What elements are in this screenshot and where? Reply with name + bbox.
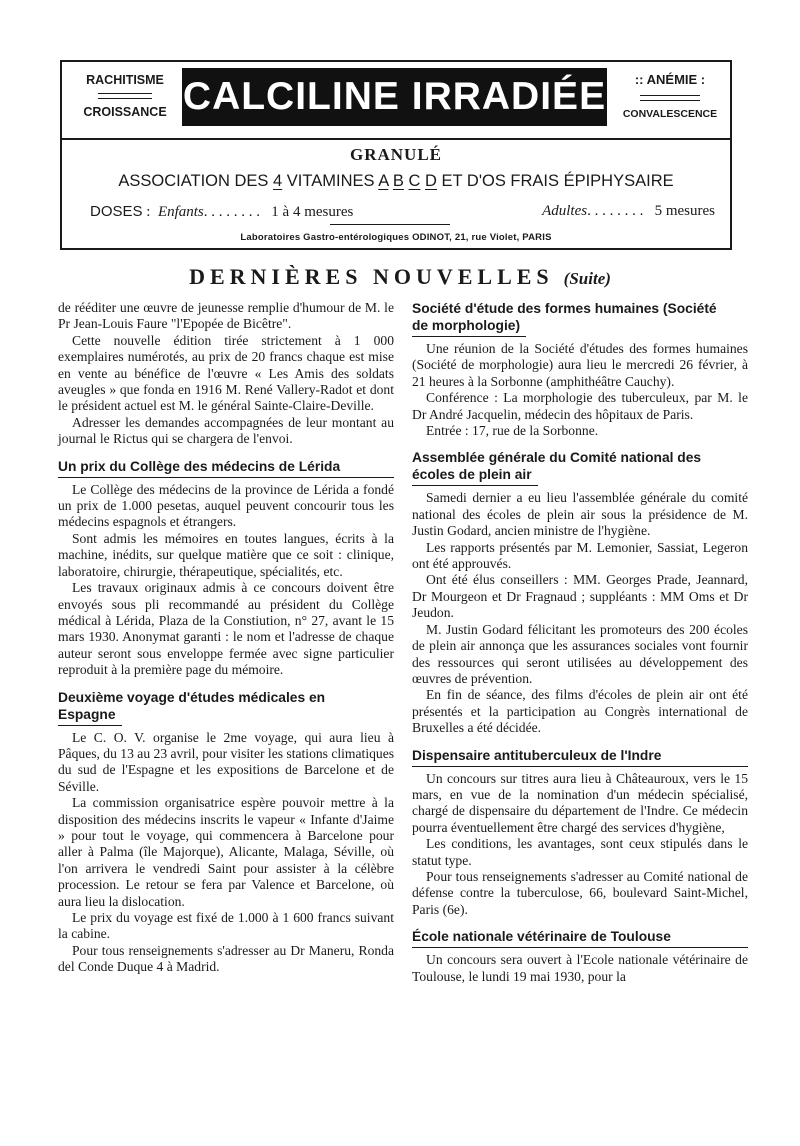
ad-doses-adultes: Adultes xyxy=(542,203,588,219)
continued-article xyxy=(58,300,394,448)
paragraph: Une réunion de la Société d'études des formes humaines (Société de morphologie) aura lieu le mercredi 26 février, à 21 heures à la Sorbonne (amphithéâtre Cauchy). xyxy=(412,341,748,389)
ad-label-croissance: CROISSANCE xyxy=(83,105,167,119)
article-toulouse xyxy=(412,928,748,985)
ad-association-line xyxy=(62,172,730,191)
ad-label-rachitisme: RACHITISME xyxy=(86,73,164,87)
paragraph: Conférence : La morphologie des tuberculeux, par M. le Dr André Jacquelin, médecin des hôpitaux de Paris. xyxy=(412,390,748,422)
ad-product-title: CALCILINE IRRADIÉE xyxy=(182,68,607,126)
paragraph: Les rapports présentés par M. Lemonier, Sassiat, Legeron ont été approuvés. xyxy=(412,539,748,572)
paragraph: Le Collège des médecins de la province de Lérida a fondé un prix de 1.000 pesetas, auquel peuvent concourir tous les médecins espagnols et étrangers. xyxy=(58,481,394,530)
paragraph: Un concours sera ouvert à l'Ecole nationale vétérinaire de Toulouse, le lundi 19 mai 1930, pour la xyxy=(412,952,748,984)
paragraph: de rééditer une œuvre de jeunesse remplie d'humour de M. le Pr Jean-Louis Faure "l'Epopée de Bicêtre". xyxy=(58,300,394,332)
ad-laboratory-address: Laboratoires Gastro-entérologiques ODINOT, 21, rue Violet, PARIS xyxy=(240,232,552,243)
article-heading: Un prix du Collège des médecins de Lérida xyxy=(58,458,394,478)
ad-vitamin-d: D xyxy=(425,172,437,190)
paragraph: Un concours sur titres aura lieu à Châteauroux, vers le 15 mars, en vue de la nomination d'un médecin spécialisé, chargé de dispensaire du département de l'Indre. Ce médecin pourra éventuellement être chargé des services d'hygiène, xyxy=(412,770,748,835)
paragraph: Adresser les demandes accompagnées de leur montant au journal le Rictus qui se chargera de l'envoi. xyxy=(58,414,394,447)
paragraph: Pour tous renseignements s'adresser au Comité national de défense contre la tuberculose, 66, boulevard Saint-Michel, Paris (6e). xyxy=(412,868,748,917)
article-heading-line2: écoles de plein air xyxy=(412,466,538,486)
page-title-suite: (Suite) xyxy=(563,269,611,288)
paragraph: Les conditions, les avantages, sont ceux stipulés dans le statut type. xyxy=(412,836,748,868)
paragraph: La commission organisatrice espère pouvoir mettre à la disposition des médecins inscrits le vapeur « Infante d'Jaime » pour tout le voyage, qui commencera à Barcelone pour aller à Palma (île Majorque), Alicante, Malaga, Séville, où l'on arrivera le vendredi Saint pour assister à la célèbre procession. Le retour se fera par Valence et Barcelone, où aura lieu la dislocation. xyxy=(58,795,394,909)
paragraph: Entrée : 17, rue de la Sorbonne. xyxy=(426,423,599,439)
paragraph: Le prix du voyage est fixé de 1.000 à 1 600 francs suivant la cabine. xyxy=(58,910,394,942)
paragraph: Pour tous renseignements s'adresser au Dr Maneru, Ronda del Conde Duque 4 à Madrid. xyxy=(58,942,394,975)
ad-doses-line: DOSES : Enfants. . . . . . . . 1 à 4 mesures Adultes. . . . . . . . 5 mesures xyxy=(90,203,715,223)
ad-doses-adultes-value: 5 mesures xyxy=(654,203,715,219)
ad-granule: GRANULÉ xyxy=(349,145,442,164)
paragraph: Les travaux originaux admis à ce concours doivent être envoyés sous pli recommandé au président du Collège médical à Lérida, Plaza de la Constiution, n° 27, avant le 15 mars 1930. Anonymat garanti : le nom et l'adresse de chaque auteur seront sous enveloppe fermée avec signe particulier reproduit à la première page du mémoire. xyxy=(58,580,394,678)
article-lerida xyxy=(58,458,394,679)
paragraph: Cette nouvelle édition tirée strictement à 1 000 exemplaires numérotés, au prix de 20 francs chaque est mise en vente au bénéfice de l'œuvre « Les Amis des soldats aveugles » que fonda en 1916 M. René Vallery-Radot et dont le président actuel est M. le général Sainte-Claire-Deville. xyxy=(58,332,394,414)
ad-vitamin-b: B xyxy=(392,172,404,190)
ad-assoc-pre: ASSOCIATION DES xyxy=(118,172,269,190)
page-title-main: DERNIÈRES NOUVELLES xyxy=(189,264,554,289)
ad-doses-enfants-value: 1 à 4 mesures xyxy=(271,204,354,220)
article-plein-air xyxy=(412,449,748,736)
article-voyage-espagne xyxy=(58,689,394,976)
article-indre xyxy=(412,747,748,919)
ad-vitamin-a: A xyxy=(378,172,389,190)
paragraph: Sont admis les mémoires en toutes langues, écrits à la machine, inédits, sur quelque matière que ce soit : clinique, laboratoire, chirurgie, thérapeutique, spécialités, etc. xyxy=(58,530,394,579)
ad-label-anemie: :: ANÉMIE : xyxy=(634,72,706,87)
paragraph: Ont été élus conseillers : MM. Georges Prade, Jeannard, Dr Mourgeon et Dr Fragnaud ; suppléants : MM Oms et Dr Jeudon. xyxy=(412,572,748,621)
ad-right-labels xyxy=(614,72,726,122)
article-morphologie xyxy=(412,300,748,439)
paragraph: Le C. O. V. organise le 2me voyage, qui aura lieu à Pâques, du 13 au 23 avril, pour visiter les stations climatiques du sud de l'Espagne et les expositions de Barcelone et de Séville. xyxy=(58,729,395,794)
right-column xyxy=(412,300,748,985)
ad-banner xyxy=(62,62,730,140)
article-heading-line2: de morphologie) xyxy=(412,317,526,337)
left-column xyxy=(58,300,394,976)
article-heading-line2: Espagne xyxy=(58,706,122,726)
ad-double-rule xyxy=(640,95,700,101)
ad-doses-rule xyxy=(330,224,450,225)
ad-assoc-mid: VITAMINES xyxy=(286,172,375,190)
ad-doses-enfants: Enfants xyxy=(157,204,204,220)
ad-doses-label: DOSES xyxy=(90,203,143,220)
article-heading xyxy=(412,300,748,337)
paragraph: En fin de séance, des films d'écoles de plein air ont été présentés et la participation au Congrès international de Bruxelles a été décidée. xyxy=(412,687,748,736)
article-heading-line1: Société d'étude des formes humaines (Société xyxy=(412,301,717,316)
ad-assoc-post: ET D'OS FRAIS ÉPIPHYSAIRE xyxy=(441,172,674,190)
article-heading: École nationale vétérinaire de Toulouse xyxy=(412,928,748,948)
ad-vitamin-c: C xyxy=(408,172,421,190)
article-heading xyxy=(58,689,394,726)
ad-double-rule xyxy=(98,93,152,99)
article-heading: Dispensaire antituberculeux de l'Indre xyxy=(412,747,748,767)
ad-label-convalescence: CONVALESCENCE xyxy=(622,108,718,120)
ad-assoc-number: 4 xyxy=(273,172,283,190)
ad-left-labels xyxy=(76,72,174,120)
article-heading xyxy=(412,449,748,486)
article-heading-line1: Deuxième voyage d'études médicales en xyxy=(58,689,326,705)
paragraph: Samedi dernier a eu lieu l'assemblée générale du comité national des écoles de plein air sous la présidence de M. Justin Godard, ancien ministre de l'hygiène. xyxy=(412,490,748,539)
article-heading-line1: Assemblée générale du Comité national des xyxy=(412,450,702,466)
paragraph: M. Justin Godard félicitant les promoteurs des 200 écoles de plein air annonça que les assurances sociales vont fournir des ressources qui seront utilisées au développement des œuvres de prévention. xyxy=(412,621,748,686)
advertisement-box xyxy=(60,60,732,250)
page-title xyxy=(0,264,800,290)
